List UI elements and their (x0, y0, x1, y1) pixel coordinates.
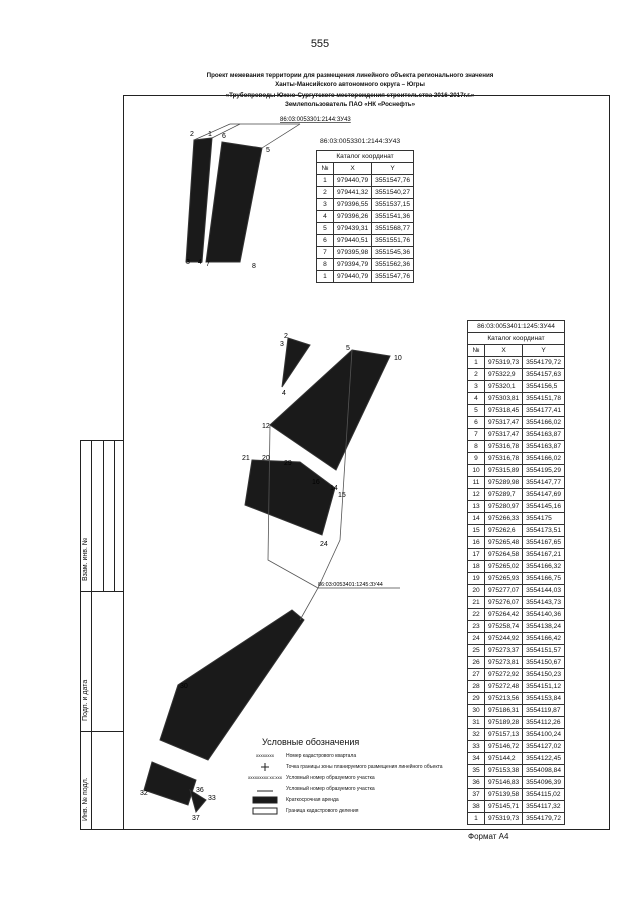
parcel-zu44-middle (245, 460, 335, 535)
point-label: 2 (190, 131, 194, 138)
lease-fill-icon (250, 796, 280, 804)
table-cell: 979440,51 (334, 235, 372, 247)
table-cell: 30 (468, 705, 485, 717)
point-label: 7 (206, 261, 210, 268)
table-cell: 975320,1 (485, 381, 523, 393)
table-row (317, 259, 414, 271)
point-label: 37 (192, 815, 200, 822)
table-cell: 2 (317, 187, 334, 199)
table-row (468, 393, 565, 405)
table-cell: 11 (468, 477, 485, 489)
parcel-zu44-bottom (144, 762, 196, 805)
table-row (468, 417, 565, 429)
table-cell: 24 (468, 633, 485, 645)
table-cell: 3554147,69 (523, 489, 565, 501)
table2-caption: Каталог координат (468, 333, 565, 345)
table-row (317, 235, 414, 247)
legend-title: Условные обозначения (262, 737, 360, 747)
table-cell: 975277,07 (485, 585, 523, 597)
table-cell: 975273,81 (485, 657, 523, 669)
table-cell: 3554098,84 (523, 765, 565, 777)
table-cell: 34 (468, 753, 485, 765)
header-line-3: «Трубопроводы Южно-Сургутского месторождения строительства 2016-2017г.г.» (225, 92, 475, 99)
legend (250, 737, 550, 816)
table-cell: 975319,73 (485, 357, 523, 369)
coordinate-catalog-zu43 (316, 150, 414, 283)
table-row (468, 369, 565, 381)
legend-item (250, 794, 550, 805)
table-cell: 35 (468, 765, 485, 777)
table-cell: 3551537,15 (372, 199, 414, 211)
table-row (468, 717, 565, 729)
table-row (468, 441, 565, 453)
table-cell: 975186,31 (485, 705, 523, 717)
table-row (468, 525, 565, 537)
table-cell: 975189,28 (485, 717, 523, 729)
legend-item (250, 783, 550, 794)
table-cell: 1 (468, 813, 485, 825)
table-row (468, 561, 565, 573)
legend-text: Условный номер образуемого участка (286, 785, 375, 792)
table-cell: 3554157,63 (523, 369, 565, 381)
table-row (468, 501, 565, 513)
table-cell: 20 (468, 585, 485, 597)
table-cell: 2 (468, 369, 485, 381)
table1-caption: Каталог координат (317, 151, 414, 163)
table-cell: 975266,33 (485, 513, 523, 525)
table-cell: 37 (468, 789, 485, 801)
point-label: 15 (338, 492, 346, 499)
table-row (468, 585, 565, 597)
table-cell: 3554179,72 (523, 813, 565, 825)
table-cell: 979440,79 (334, 175, 372, 187)
table-cell: 12 (468, 489, 485, 501)
legend-text: Точка границы зоны планируемого размещения линейного объекта (286, 763, 443, 770)
table-cell: 975265,02 (485, 561, 523, 573)
table-cell: 975265,93 (485, 573, 523, 585)
table-cell: 3554140,36 (523, 609, 565, 621)
table-cell: 975273,37 (485, 645, 523, 657)
table1-col-y: Y (372, 163, 414, 175)
table-cell: 975318,45 (485, 405, 523, 417)
table-cell: 975213,56 (485, 693, 523, 705)
table-row (317, 247, 414, 259)
table2-col-y: Y (523, 345, 565, 357)
table-cell: 3554144,03 (523, 585, 565, 597)
point-label: 3 (280, 341, 284, 348)
table-cell: 3554153,84 (523, 693, 565, 705)
table-cell: 975316,78 (485, 453, 523, 465)
table-cell: 5 (468, 405, 485, 417)
stamp-label-inv: Инв. № подл. (82, 777, 89, 821)
table-cell: 979396,55 (334, 199, 372, 211)
table-cell: 32 (468, 729, 485, 741)
point-label: 30 (180, 683, 188, 690)
table-cell: 28 (468, 681, 485, 693)
legend-symbol-text: ххххххххх:хх:ххх (248, 775, 283, 780)
point-label: 29 (284, 460, 292, 467)
table-cell: 3554096,39 (523, 777, 565, 789)
table-cell: 3554173,51 (523, 525, 565, 537)
table-cell: 979396,26 (334, 211, 372, 223)
table-cell: 975244,92 (485, 633, 523, 645)
table-row (468, 597, 565, 609)
table-cell: 975272,48 (485, 681, 523, 693)
table-cell: 3554150,23 (523, 669, 565, 681)
table-cell: 3551568,77 (372, 223, 414, 235)
parcel-number-icon (250, 785, 280, 793)
table-cell: 4 (317, 211, 334, 223)
table-cell: 975317,47 (485, 417, 523, 429)
table-cell: 7 (468, 429, 485, 441)
table-cell: 975316,78 (485, 441, 523, 453)
table-row (468, 453, 565, 465)
legend-text: Номер кадастрового квартала (286, 752, 357, 759)
table-cell: 8 (317, 259, 334, 271)
table-cell: 975289,7 (485, 489, 523, 501)
table-cell: 975265,48 (485, 537, 523, 549)
parcel-label-zu43: 86:03:0053301:2144:ЗУ43 (280, 117, 351, 123)
table-cell: 975264,58 (485, 549, 523, 561)
header-line-2: Ханты-Мансийского автономного округа – Югры (275, 81, 425, 88)
table-cell: 975145,71 (485, 801, 523, 813)
table-cell: 3554163,87 (523, 441, 565, 453)
legend-item (250, 772, 550, 783)
table-row (468, 693, 565, 705)
boundary-point-icon (250, 763, 280, 771)
point-label: 21 (242, 455, 250, 462)
legend-item (250, 761, 550, 772)
point-label: 36 (196, 787, 204, 794)
point-label: 6 (222, 133, 226, 140)
table-cell: 3554122,45 (523, 753, 565, 765)
table-cell: 3551562,36 (372, 259, 414, 271)
table-cell: 975289,98 (485, 477, 523, 489)
table-cell: 22 (468, 609, 485, 621)
table-row (317, 271, 414, 283)
table-cell: 3551547,76 (372, 271, 414, 283)
table-cell: 3554119,87 (523, 705, 565, 717)
legend-text: Условный номер образуемого участка (286, 774, 375, 781)
table-cell: 975322,9 (485, 369, 523, 381)
table-cell: 29 (468, 693, 485, 705)
table-cell: 1 (317, 175, 334, 187)
table-cell: 18 (468, 561, 485, 573)
parcel-zu43-strip-2 (206, 142, 262, 262)
point-label: 5 (266, 147, 270, 154)
table-cell: 15 (468, 525, 485, 537)
table-cell: 26 (468, 657, 485, 669)
table-row (468, 489, 565, 501)
table-cell: 3554117,32 (523, 801, 565, 813)
table-cell: 3554145,16 (523, 501, 565, 513)
table-cell: 10 (468, 465, 485, 477)
table-row (317, 223, 414, 235)
table-cell: 3 (317, 199, 334, 211)
table1-col-no: № (317, 163, 334, 175)
table-cell: 6 (468, 417, 485, 429)
table-cell: 3554151,57 (523, 645, 565, 657)
table-row (468, 705, 565, 717)
table-cell: 13 (468, 501, 485, 513)
table-cell: 3551540,27 (372, 187, 414, 199)
table-cell: 975272,92 (485, 669, 523, 681)
table-row (468, 357, 565, 369)
point-label: 33 (208, 795, 216, 802)
table2-title: 86:03:0053401:1245:ЗУ44 (468, 321, 565, 333)
table-cell: 975258,74 (485, 621, 523, 633)
table-cell: 8 (468, 441, 485, 453)
table-cell: 6 (317, 235, 334, 247)
table-cell: 3551547,76 (372, 175, 414, 187)
point-label: 2 (284, 333, 288, 340)
point-label: 3 (186, 259, 190, 266)
header-line-1: Проект межевания территории для размещения линейного объекта регионального значения (206, 72, 494, 79)
table-cell: 979439,31 (334, 223, 372, 235)
table-row (468, 573, 565, 585)
table-cell: 31 (468, 717, 485, 729)
table-cell: 975146,72 (485, 741, 523, 753)
table-cell: 975144,2 (485, 753, 523, 765)
table-cell: 16 (468, 537, 485, 549)
table1-title: 86:03:0053301:2144:ЗУ43 (320, 138, 401, 145)
table-row (468, 537, 565, 549)
table-row (317, 187, 414, 199)
table-cell: 1 (317, 271, 334, 283)
table-cell: 975315,89 (485, 465, 523, 477)
point-label: 12 (262, 423, 270, 430)
legend-text: Граница кадастрового деления (286, 807, 359, 814)
point-label: 20 (262, 455, 270, 462)
table-cell: 975319,73 (485, 813, 523, 825)
table-cell: 4 (468, 393, 485, 405)
table-cell: 975153,38 (485, 765, 523, 777)
table-cell: 19 (468, 573, 485, 585)
point-label: 16 (312, 479, 320, 486)
table-cell: 27 (468, 669, 485, 681)
table2-col-x: X (485, 345, 523, 357)
table-cell: 17 (468, 549, 485, 561)
table-row (468, 429, 565, 441)
table-cell: 3554150,67 (523, 657, 565, 669)
table-cell: 7 (317, 247, 334, 259)
table-cell: 3554166,42 (523, 633, 565, 645)
format-label: Формат А4 (468, 832, 509, 841)
table-cell: 36 (468, 777, 485, 789)
table-cell: 3554115,02 (523, 789, 565, 801)
table-cell: 3554147,77 (523, 477, 565, 489)
point-label: 24 (320, 541, 328, 548)
table-row (468, 681, 565, 693)
table-cell: 33 (468, 741, 485, 753)
table-cell: 3554112,26 (523, 717, 565, 729)
table-cell: 3551541,36 (372, 211, 414, 223)
table2-col-no: № (468, 345, 485, 357)
table-cell: 979441,32 (334, 187, 372, 199)
table-cell: 3554166,02 (523, 417, 565, 429)
table-cell: 3554166,02 (523, 453, 565, 465)
legend-item (250, 750, 550, 761)
header-line-4: Землепользователь ПАО «НК «Роснефть» (284, 101, 416, 108)
table-row (468, 477, 565, 489)
point-label: 14 (330, 485, 338, 492)
point-label: 5 (346, 345, 350, 352)
table-row (468, 609, 565, 621)
point-label: 1 (208, 131, 212, 138)
table-row (468, 633, 565, 645)
page-number: 555 (310, 38, 330, 50)
table-cell: 3554166,32 (523, 561, 565, 573)
table-cell: 14 (468, 513, 485, 525)
point-label: 8 (252, 263, 256, 270)
table-cell: 23 (468, 621, 485, 633)
table-row (468, 381, 565, 393)
table-cell: 3554127,02 (523, 741, 565, 753)
point-label: 10 (394, 355, 402, 362)
table-row (317, 211, 414, 223)
table-row (468, 669, 565, 681)
parcel-label-zu44: 86:03:0053401:1245:ЗУ44 (318, 582, 383, 588)
stamp-label-podp: Подп. и дата (82, 679, 89, 721)
table-cell: 3554100,24 (523, 729, 565, 741)
table-row (468, 465, 565, 477)
table-cell: 21 (468, 597, 485, 609)
table-cell: 1 (468, 357, 485, 369)
table-row (468, 549, 565, 561)
boundary-rect-icon (250, 807, 280, 815)
table-cell: 3554163,87 (523, 429, 565, 441)
table-cell: 3554151,78 (523, 393, 565, 405)
table-cell: 975276,07 (485, 597, 523, 609)
table-row (468, 657, 565, 669)
table-cell: 979394,79 (334, 259, 372, 271)
table-cell: 975157,13 (485, 729, 523, 741)
table-cell: 38 (468, 801, 485, 813)
table-cell: 3 (468, 381, 485, 393)
table-cell: 3554177,41 (523, 405, 565, 417)
table1-col-x: X (334, 163, 372, 175)
table-row (468, 645, 565, 657)
table-row (468, 621, 565, 633)
table-cell: 975139,58 (485, 789, 523, 801)
table-cell: 979440,79 (334, 271, 372, 283)
legend-item (250, 805, 550, 816)
table-cell: 3554175 (523, 513, 565, 525)
table-cell: 975264,42 (485, 609, 523, 621)
table-cell: 3554179,72 (523, 357, 565, 369)
table-row (317, 199, 414, 211)
point-label: 4 (282, 390, 286, 397)
table-cell: 3554195,29 (523, 465, 565, 477)
stamp-label-vzam: Взам. инв. № (82, 537, 89, 581)
table-cell: 979395,98 (334, 247, 372, 259)
parcel-zu44-triangle (282, 338, 310, 387)
table-cell: 975303,81 (485, 393, 523, 405)
table-cell: 975317,47 (485, 429, 523, 441)
legend-symbol-text: хххххххх (256, 753, 274, 758)
table-cell: 3554156,5 (523, 381, 565, 393)
legend-text: Краткосрочная аренда (286, 796, 339, 803)
table-cell: 3554143,73 (523, 597, 565, 609)
table-cell: 3551545,36 (372, 247, 414, 259)
point-label: 32 (140, 790, 148, 797)
table-cell: 5 (317, 223, 334, 235)
leader-line (262, 124, 300, 148)
table-cell: 9 (468, 453, 485, 465)
table-cell: 3554167,65 (523, 537, 565, 549)
table-cell: 3554151,12 (523, 681, 565, 693)
table-row (468, 513, 565, 525)
table-cell: 3554166,75 (523, 573, 565, 585)
table-cell: 3554138,24 (523, 621, 565, 633)
table-cell: 975262,6 (485, 525, 523, 537)
table-cell: 25 (468, 645, 485, 657)
table-cell: 3554167,21 (523, 549, 565, 561)
table-cell: 3551551,76 (372, 235, 414, 247)
table-row (317, 175, 414, 187)
table-row (468, 405, 565, 417)
point-label: 4 (198, 259, 202, 266)
table-cell: 975280,97 (485, 501, 523, 513)
table-cell: 975146,83 (485, 777, 523, 789)
